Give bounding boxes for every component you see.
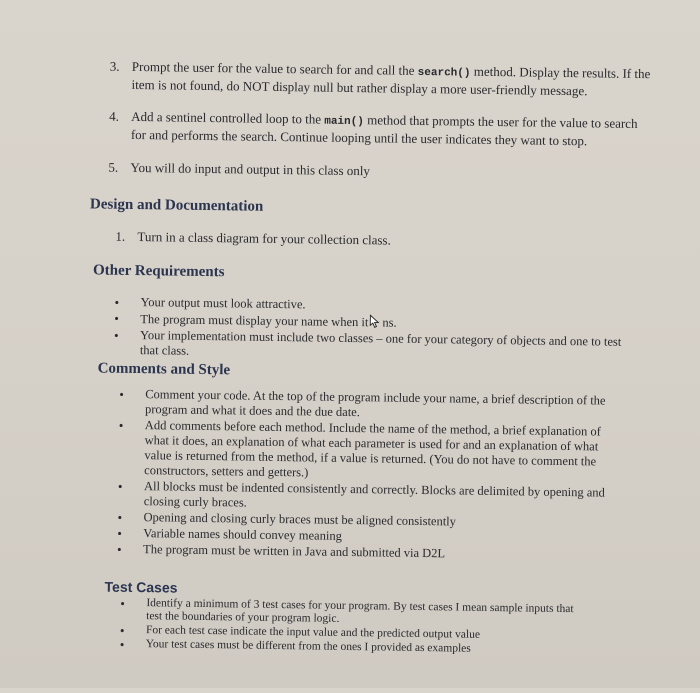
list-item: • Comment your code. At the top of the program include your name, a brief description of the program and what it does and the due date. (119, 387, 619, 424)
code-search: search() (417, 66, 471, 80)
list-item: • The program must be written in Java and submitted via D2L (117, 542, 617, 564)
list-item: • Add comments before each method. Include the name of the method, a brief explanation of what it does, an explanation of what each parameter is used for and an explanation of what value is returned from the method, if a value is returned. (You do not have to comment the constructors, setters and getters.) (118, 418, 619, 485)
item-number: 1. (115, 228, 126, 244)
list-item: • Your test cases must be different from the ones I provided as examples (120, 638, 590, 658)
list-item: • Your output must look attractive. (114, 295, 634, 317)
list-item: • Your implementation must include two classes – one for your category of objects and one to test that class. (114, 328, 634, 365)
item-number: 5. (108, 159, 119, 175)
code-main: main() (324, 115, 364, 129)
design-heading: Design and Documentation (89, 196, 264, 215)
numbered-item-4: 4. Add a sentinel controlled loop to the main() method that prompts the user for the value to search for and performs the search. Continue looping until the user indicates they want to stop. (109, 108, 638, 149)
list-item: • Opening and closing curly braces must be aligned consistently (117, 510, 617, 532)
item-number: 4. (109, 108, 120, 124)
other-requirements-list (114, 295, 635, 366)
other-requirements-heading: Other Requirements (92, 262, 225, 281)
test-cases-heading: Test Cases (104, 578, 178, 596)
mouse-pointer-icon (369, 314, 381, 328)
list-item: • Identify a minimum of 3 test cases for your program. By test cases I mean sample inputs that test the boundaries of your program logic. (120, 597, 590, 630)
numbered-item-3: 3. Prompt the user for the value to search for and call the search() method. Display the results. If the item is not found, do NOT display null but rather display a more user-friendly message. (109, 58, 651, 99)
design-item-1: 1. Turn in a class diagram for your collection class. (115, 228, 391, 248)
list-item: • The program must display your name when it ns. (114, 311, 634, 334)
comments-style-list (117, 387, 619, 565)
list-item: • For each test case indicate the input value and the predicted output value (120, 624, 590, 644)
numbered-item-5: 5. You will do input and output in this class only (108, 159, 371, 179)
list-item: • Variable names should convey meaning (117, 526, 617, 548)
item-number: 3. (109, 58, 120, 74)
list-item: • All blocks must be indented consistently and correctly. Blocks are delimited by opening and closing curly braces. (118, 479, 618, 516)
test-cases-list (120, 597, 591, 659)
comments-style-heading: Comments and Style (97, 360, 231, 379)
